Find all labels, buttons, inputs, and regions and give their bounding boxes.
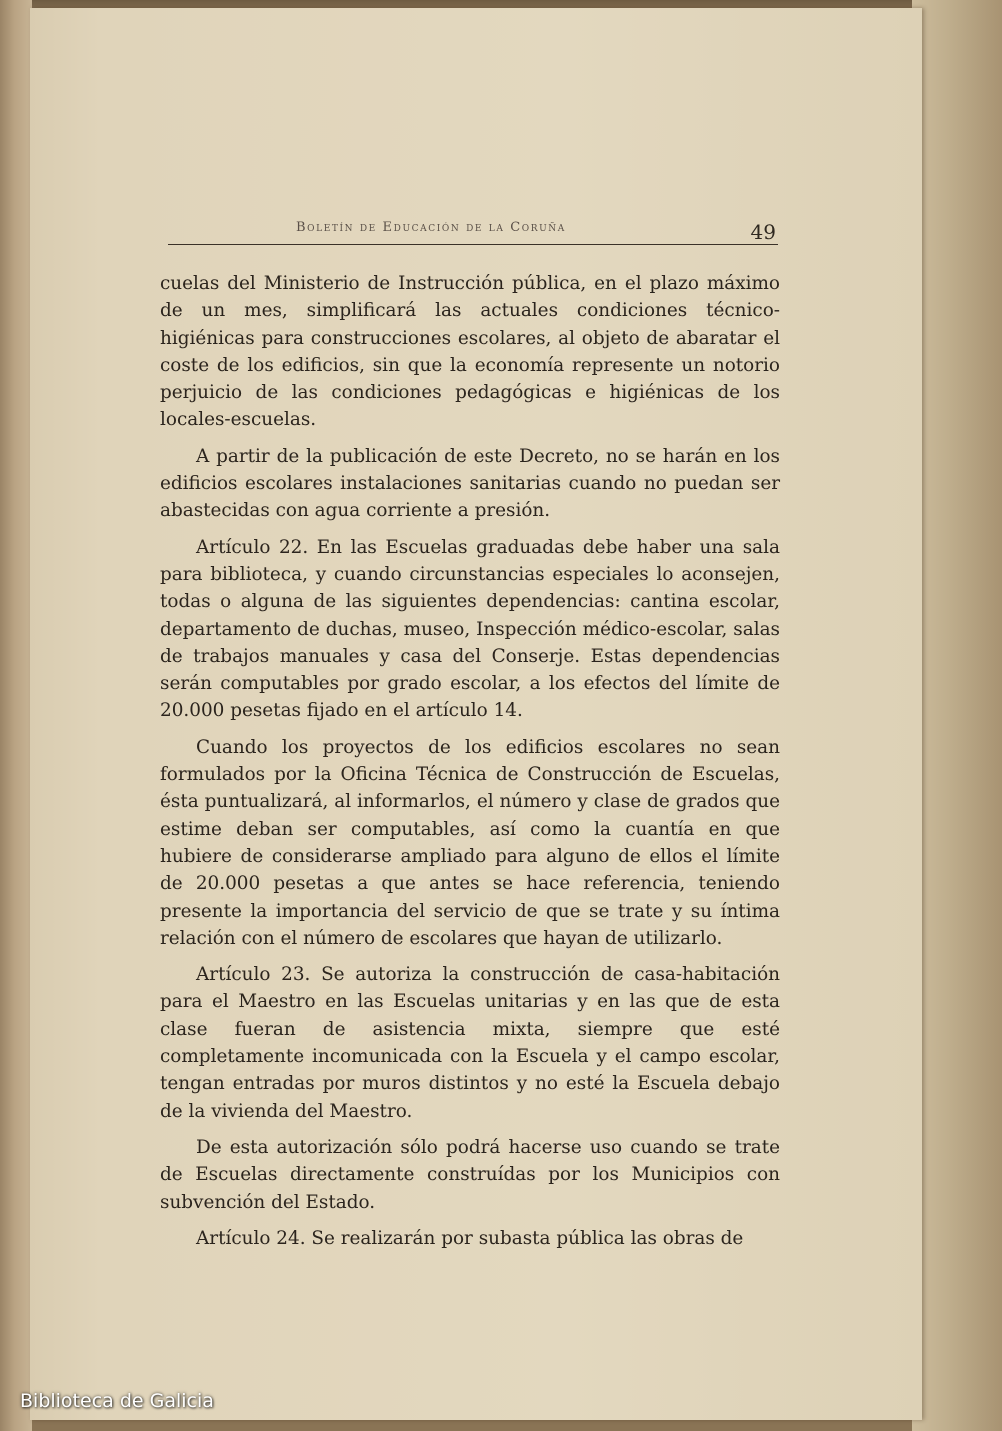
library-watermark: Biblioteca de Galicia: [20, 1390, 214, 1412]
paragraph-article-24: Artículo 24. Se realizarán por subasta pública las obras de: [196, 1227, 744, 1249]
running-header: [168, 210, 778, 245]
paragraph: De esta autorización sólo podrá hacerse uso cuando se trate de Escuelas directamente construídas por los Municipios con subvención del Estado.: [160, 1136, 780, 1213]
book-right-pages: [912, 0, 1002, 1431]
paragraph: Cuando los proyectos de los edificios escolares no sean formulados por la Oficina Técnica de Construcción de Escuelas, ésta puntualizará, al informarlos, el número y clase de grados que estime deban ser computables, así como la cuantía en que hubiere de considerarse ampliado para alguno de ellos el límite de 20.000 pesetas a que antes se hace referencia, teniendo presente la importancia del servicio de que se trate y su íntima relación con el número de escolares que hayan de utilizarlo.: [160, 736, 780, 949]
paragraph-article-22: Artículo 22. En las Escuelas graduadas debe haber una sala para biblioteca, y cuando circunstancias especiales lo aconsejen, todas o alguna de las siguientes dependencias: cantina escolar, departamento de duchas, museo, Inspección médico-escolar, salas de trabajos manuales y casa del Conserje. Estas dependencias serán computables por grado escolar, a los efectos del límite de 20.000 pesetas fijado en el artículo 14.: [160, 536, 780, 722]
paragraph-article-23: Artículo 23. Se autoriza la construcción de casa-habitación para el Maestro en las Escuelas unitarias y en las que de esta clase fueran de asistencia mixta, siempre que esté completamente incomunicada con la Escuela y el campo escolar, tengan entradas por muros distintos y no esté la Escuela debajo de la vivienda del Maestro.: [160, 964, 780, 1122]
body-text: [160, 270, 780, 1261]
page-number: 49: [750, 220, 776, 244]
paragraph: A partir de la publicación de este Decreto, no se harán en los edificios escolares instalaciones sanitarias cuando no puedan ser abastecidas con agua corriente a presión.: [160, 445, 780, 522]
running-title: Boletín de Educación de la Coruña: [296, 220, 566, 235]
paragraph: cuelas del Ministerio de Instrucción pública, en el plazo máximo de un mes, simplificará las actuales condiciones técnico-higiénicas para construcciones escolares, al objeto de abaratar el coste de los edificios, sin que la economía represente un notorio perjuicio de las condiciones pedagógicas e higiénicas de los locales-escuelas.: [160, 273, 780, 431]
book-left-edge: [0, 0, 32, 1431]
